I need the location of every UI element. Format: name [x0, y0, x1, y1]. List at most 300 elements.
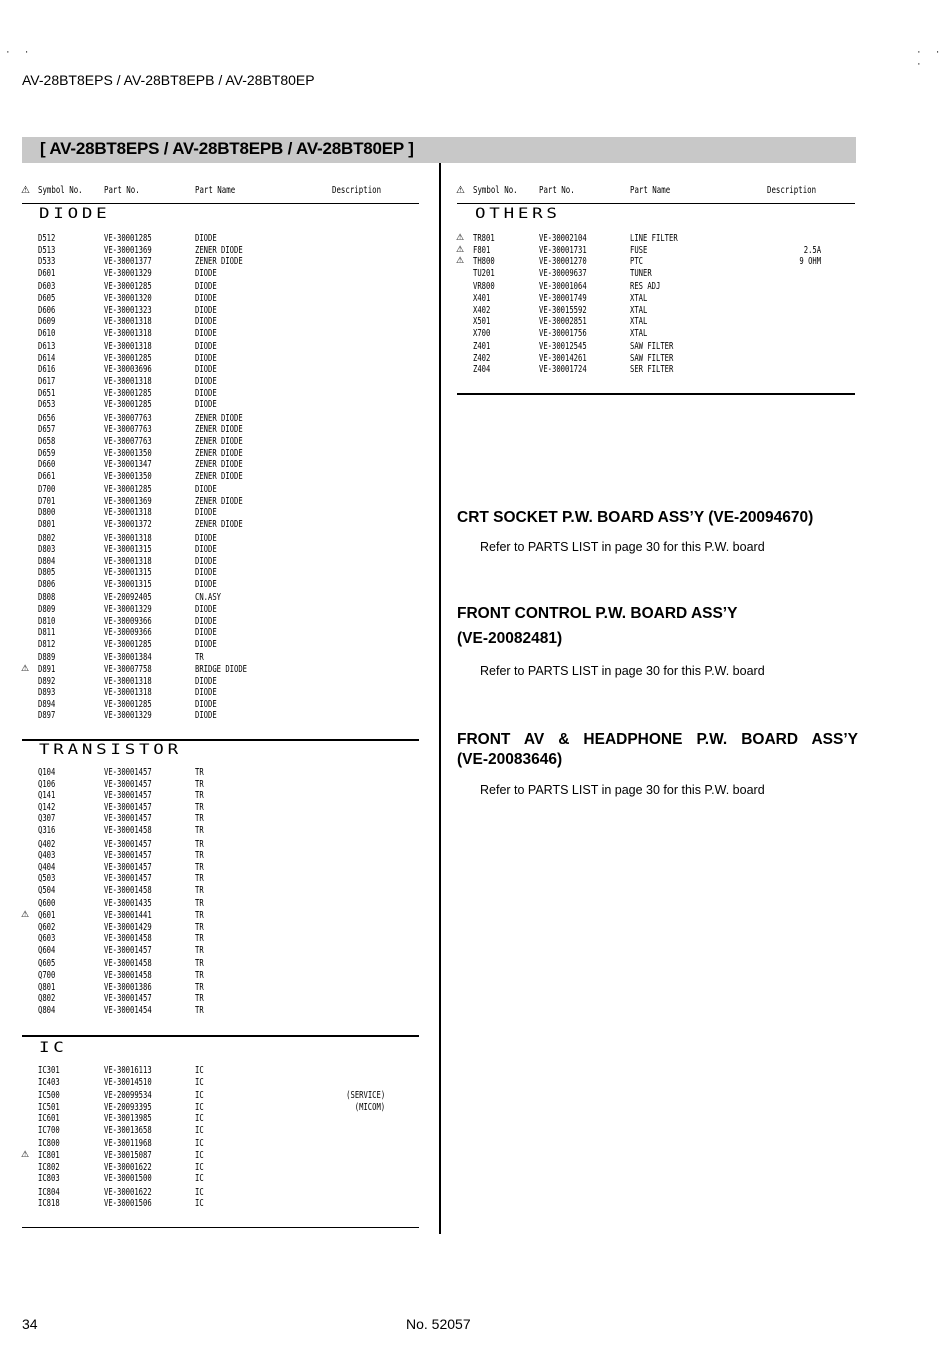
parts-row	[0, 885, 950, 897]
parts-row	[0, 376, 950, 388]
part-no: VE-30001318	[104, 687, 152, 699]
part-name: ZENER DIODE	[195, 470, 243, 482]
symbol-no: TR801	[473, 233, 495, 244]
symbol-no: IC803	[38, 1173, 60, 1185]
part-no: VE-30001457	[104, 861, 152, 873]
part-name: DIODE	[195, 567, 217, 579]
parts-row	[0, 328, 950, 340]
col-part-no: Part No.	[539, 185, 575, 196]
symbol-no: TU201	[473, 267, 495, 279]
symbol-no: Z401	[473, 341, 491, 353]
part-no: VE-30001441	[104, 910, 152, 921]
part-no: VE-30001724	[539, 364, 587, 376]
symbol-no: Z402	[473, 352, 491, 364]
col-description: Description	[332, 185, 382, 196]
symbol-no: D809	[38, 604, 56, 615]
part-no: VE-30001318	[104, 675, 152, 687]
part-no: VE-30002104	[539, 233, 587, 244]
parts-row	[0, 592, 950, 604]
part-no: VE-30014261	[539, 352, 587, 364]
part-name: DIODE	[195, 627, 217, 639]
part-name: IC	[195, 1113, 204, 1125]
symbol-no: IC801	[38, 1150, 60, 1161]
part-no: VE-30001315	[104, 544, 152, 556]
parts-row	[0, 245, 950, 257]
section-rule	[22, 739, 419, 741]
parts-row	[0, 910, 950, 922]
part-name: ZENER DIODE	[195, 424, 243, 436]
symbol-no: Q602	[38, 921, 56, 933]
part-name: IC	[195, 1198, 204, 1210]
parts-row	[0, 779, 950, 791]
safety-warning-icon: ⚠	[456, 256, 465, 267]
part-name: TR	[195, 921, 204, 933]
symbol-no: D609	[38, 316, 56, 328]
part-name: DIODE	[195, 304, 217, 316]
part-name: ZENER DIODE	[195, 412, 243, 424]
symbol-no: D810	[38, 615, 56, 627]
symbol-no: X402	[473, 304, 491, 316]
parts-row	[0, 873, 950, 885]
parts-row	[0, 364, 950, 376]
parts-row	[0, 496, 950, 508]
parts-row	[0, 268, 950, 280]
part-name: DIODE	[195, 555, 217, 567]
part-no: VE-30003696	[104, 364, 152, 376]
part-name: DIODE	[195, 507, 217, 519]
description: (MICOM)	[354, 1101, 385, 1113]
part-no: VE-30001457	[104, 944, 152, 956]
part-name: TR	[195, 981, 204, 993]
part-name: XTAL	[630, 327, 648, 339]
part-no: VE-30001320	[104, 292, 152, 304]
part-no: VE-30001454	[104, 1004, 152, 1016]
crt-socket-board-refer: Refer to PARTS LIST in page 30 for this P.W. board	[480, 540, 765, 554]
safety-warning-icon: ⚠	[21, 663, 30, 674]
part-no: VE-30001458	[104, 958, 152, 970]
part-name: SAW FILTER	[630, 352, 674, 364]
part-name: IC	[195, 1124, 204, 1136]
symbol-no: X700	[473, 327, 491, 339]
front-control-board-number: (VE-20082481)	[457, 630, 563, 647]
part-name: DIODE	[195, 484, 217, 496]
part-name: TR	[195, 933, 204, 945]
part-no: VE-30001622	[104, 1161, 152, 1173]
symbol-no: D617	[38, 376, 56, 387]
symbol-no: D700	[38, 484, 56, 496]
parts-row	[0, 1162, 950, 1174]
symbol-no: Q700	[38, 969, 56, 981]
symbol-no: D651	[38, 387, 56, 399]
parts-row	[0, 958, 950, 970]
part-no: VE-30001457	[104, 790, 152, 802]
part-name: TR	[195, 910, 204, 921]
part-no: VE-30001285	[104, 484, 152, 496]
symbol-no: Z404	[473, 364, 491, 376]
part-name: ZENER DIODE	[195, 435, 243, 447]
parts-row	[0, 305, 950, 317]
part-name: DIODE	[195, 578, 217, 590]
part-no: VE-30001318	[104, 316, 152, 328]
symbol-no: IC301	[38, 1065, 60, 1076]
corner-dots-left: · ·	[6, 46, 35, 58]
col-part-no: Part No.	[104, 185, 140, 196]
part-no: VE-30001506	[104, 1198, 152, 1210]
description: (SERVICE)	[345, 1090, 385, 1102]
parts-row	[0, 1173, 950, 1185]
part-name: TR	[195, 778, 204, 790]
part-no: VE-30001756	[539, 327, 587, 339]
symbol-no: D606	[38, 304, 56, 316]
parts-row	[0, 484, 950, 496]
part-no: VE-30001285	[104, 399, 152, 411]
parts-row	[0, 993, 950, 1005]
part-no: VE-30001458	[104, 933, 152, 945]
parts-row	[0, 471, 950, 483]
symbol-no: Q104	[38, 767, 56, 778]
parts-row	[0, 316, 950, 328]
parts-row	[0, 556, 950, 568]
symbol-no: F801	[473, 244, 491, 256]
parts-row	[0, 945, 950, 957]
symbol-no: D656	[38, 412, 56, 424]
part-name: TR	[195, 958, 204, 970]
part-name: RES ADJ	[630, 281, 661, 293]
part-name: ZENER DIODE	[195, 459, 243, 471]
symbol-no: D653	[38, 399, 56, 411]
part-no: VE-30009366	[104, 615, 152, 627]
part-no: VE-30001285	[104, 387, 152, 399]
parts-row	[0, 710, 950, 722]
parts-row	[0, 533, 950, 545]
part-name: LINE FILTER	[630, 233, 678, 244]
part-no: VE-30001285	[104, 352, 152, 364]
part-no: VE-30001318	[104, 555, 152, 567]
parts-row	[0, 790, 950, 802]
part-no: VE-30001350	[104, 447, 152, 459]
symbol-no: VR800	[473, 281, 495, 293]
parts-row	[0, 862, 950, 874]
col-symbol-no: Symbol No.	[473, 185, 518, 196]
part-name: CN.ASY	[195, 592, 222, 604]
part-no: VE-30001386	[104, 981, 152, 993]
part-name: ZENER DIODE	[195, 519, 243, 530]
part-name: TR	[195, 813, 204, 825]
part-name: XTAL	[630, 292, 648, 304]
symbol-no: D892	[38, 675, 56, 687]
symbol-no: D801	[38, 519, 56, 530]
parts-row	[0, 1125, 950, 1137]
part-no: VE-30013658	[104, 1124, 152, 1136]
front-av-board-number: (VE-20083646)	[457, 751, 563, 768]
part-no: VE-30001457	[104, 838, 152, 850]
part-no: VE-30001458	[104, 825, 152, 836]
symbol-no: D805	[38, 567, 56, 579]
part-no: VE-30012545	[539, 341, 587, 353]
part-name: IC	[195, 1076, 204, 1088]
front-av-board-refer: Refer to PARTS LIST in page 30 for this P.W. board	[480, 783, 765, 797]
front-control-board-title: FRONT CONTROL P.W. BOARD ASS’Y	[457, 605, 738, 622]
part-name: IC	[195, 1161, 204, 1173]
header-rule	[22, 203, 419, 204]
part-no: VE-30001457	[104, 993, 152, 1005]
symbol-no: D811	[38, 627, 56, 639]
part-no: VE-30001318	[104, 327, 152, 339]
part-no: VE-30007763	[104, 412, 152, 424]
crt-socket-board-title: CRT SOCKET P.W. BOARD ASS’Y (VE-20094670)	[457, 509, 814, 526]
part-name: TUNER	[630, 267, 652, 279]
parts-row	[0, 839, 950, 851]
part-no: VE-30001369	[104, 244, 152, 256]
symbol-no: D659	[38, 447, 56, 459]
symbol-no: D802	[38, 532, 56, 544]
symbol-no: D616	[38, 364, 56, 376]
symbol-no: Q802	[38, 993, 56, 1005]
part-no: VE-30001500	[104, 1173, 152, 1185]
part-no: VE-30011968	[104, 1138, 152, 1150]
symbol-no: D803	[38, 544, 56, 556]
part-name: IC	[195, 1150, 204, 1161]
symbol-no: D512	[38, 233, 56, 244]
part-no: VE-30001384	[104, 652, 152, 664]
part-name: DIODE	[195, 387, 217, 399]
description: 9 OHM	[799, 256, 821, 268]
parts-row	[0, 1198, 950, 1210]
page-number: 34	[22, 1316, 38, 1332]
bottom-rule	[22, 1227, 419, 1228]
part-no: VE-30001457	[104, 801, 152, 813]
document-number: No. 52057	[406, 1316, 471, 1332]
part-name: DIODE	[195, 267, 217, 279]
col-part-name: Part Name	[195, 185, 236, 196]
part-no: VE-30007763	[104, 435, 152, 447]
symbol-no: D660	[38, 459, 56, 471]
parts-row	[0, 1150, 950, 1162]
part-name: DIODE	[195, 233, 217, 244]
symbol-no: D605	[38, 292, 56, 304]
part-no: VE-30001285	[104, 281, 152, 293]
part-name: TR	[195, 825, 204, 836]
symbol-no: D661	[38, 470, 56, 482]
part-name: DIODE	[195, 327, 217, 339]
section-title-ic: IC	[39, 1040, 68, 1056]
part-name: IC	[195, 1186, 204, 1198]
symbol-no: D897	[38, 710, 56, 722]
symbol-no: D894	[38, 698, 56, 710]
part-no: VE-30001429	[104, 921, 152, 933]
parts-row	[0, 436, 950, 448]
parts-row	[0, 652, 950, 664]
safety-warning-icon: ⚠	[21, 1150, 30, 1160]
section-rule	[457, 393, 855, 395]
symbol-no: D812	[38, 638, 56, 650]
part-name: DIODE	[195, 698, 217, 710]
col-part-name: Part Name	[630, 185, 671, 196]
parts-row	[0, 281, 950, 293]
part-no: VE-20092405	[104, 592, 152, 604]
symbol-no: Q801	[38, 981, 56, 993]
symbol-no: Q402	[38, 838, 56, 850]
part-no: VE-30001372	[104, 519, 152, 530]
parts-row	[0, 933, 950, 945]
part-name: TR	[195, 801, 204, 813]
part-name: DIODE	[195, 675, 217, 687]
parts-row	[0, 664, 950, 676]
part-name: DIODE	[195, 710, 217, 722]
part-no: VE-30001749	[539, 292, 587, 304]
part-no: VE-30001622	[104, 1186, 152, 1198]
col-symbol-no: Symbol No.	[38, 185, 83, 196]
part-name: TR	[195, 993, 204, 1005]
parts-row	[0, 813, 950, 825]
symbol-no: Q404	[38, 861, 56, 873]
parts-row	[0, 424, 950, 436]
parts-row	[0, 1065, 950, 1077]
parts-row	[0, 1102, 950, 1114]
part-name: DIODE	[195, 352, 217, 364]
safety-warning-icon: ⚠	[456, 185, 465, 196]
symbol-no: D513	[38, 244, 56, 256]
part-name: ZENER DIODE	[195, 244, 243, 256]
parts-row	[0, 567, 950, 579]
front-control-board-refer: Refer to PARTS LIST in page 30 for this P.W. board	[480, 664, 765, 678]
part-no: VE-30001329	[104, 267, 152, 279]
parts-row	[0, 676, 950, 688]
col-description: Description	[767, 185, 817, 196]
symbol-no: Q603	[38, 933, 56, 945]
symbol-no: D891	[38, 663, 56, 675]
parts-row	[0, 1113, 950, 1125]
part-name: FUSE	[630, 244, 648, 256]
part-name: TR	[195, 790, 204, 802]
part-no: VE-30001318	[104, 507, 152, 519]
part-no: VE-30001457	[104, 873, 152, 885]
symbol-no: IC818	[38, 1198, 60, 1210]
parts-row	[0, 1005, 950, 1017]
part-name: DIODE	[195, 638, 217, 650]
part-no: VE-30001329	[104, 604, 152, 615]
part-no: VE-30001435	[104, 898, 152, 910]
part-no: VE-30001369	[104, 495, 152, 507]
safety-warning-icon: ⚠	[456, 244, 465, 255]
part-no: VE-30001347	[104, 459, 152, 471]
symbol-no: D657	[38, 424, 56, 436]
part-no: VE-30001064	[539, 281, 587, 293]
symbol-no: Q141	[38, 790, 56, 802]
symbol-no: X501	[473, 316, 491, 328]
symbol-no: IC802	[38, 1161, 60, 1173]
symbol-no: Q106	[38, 778, 56, 790]
part-name: DIODE	[195, 615, 217, 627]
part-name: ZENER DIODE	[195, 495, 243, 507]
symbol-no: IC601	[38, 1113, 60, 1125]
section-title-diode: DIODE	[39, 206, 111, 222]
symbol-no: IC501	[38, 1101, 60, 1113]
part-no: VE-30001285	[104, 233, 152, 244]
part-no: VE-30015087	[104, 1150, 152, 1161]
parts-row	[0, 850, 950, 862]
part-no: VE-30001458	[104, 969, 152, 981]
part-name: TR	[195, 873, 204, 885]
symbol-no: Q604	[38, 944, 56, 956]
part-name: DIODE	[195, 281, 217, 293]
parts-row	[0, 233, 950, 245]
parts-row	[0, 256, 950, 268]
part-no: VE-30001315	[104, 567, 152, 579]
parts-row	[0, 922, 950, 934]
symbol-no: Q403	[38, 850, 56, 862]
symbol-no: D808	[38, 592, 56, 604]
parts-row	[0, 1077, 950, 1089]
part-name: TR	[195, 850, 204, 862]
parts-row	[0, 687, 950, 699]
symbol-no: Q804	[38, 1004, 56, 1016]
part-name: IC	[195, 1138, 204, 1150]
part-no: VE-30001457	[104, 850, 152, 862]
part-name: IC	[195, 1090, 204, 1102]
symbol-no: D658	[38, 435, 56, 447]
part-no: VE-30001318	[104, 376, 152, 387]
parts-row	[0, 448, 950, 460]
part-no: VE-30007763	[104, 424, 152, 436]
part-no: VE-30009637	[539, 267, 587, 279]
part-name: TR	[195, 898, 204, 910]
part-no: VE-30001458	[104, 884, 152, 896]
front-av-board-title: FRONT AV & HEADPHONE P.W. BOARD ASS’Y	[457, 731, 858, 748]
symbol-no: X401	[473, 292, 491, 304]
part-no: VE-30001350	[104, 470, 152, 482]
model-banner	[22, 137, 856, 163]
symbol-no: IC800	[38, 1138, 60, 1150]
parts-row	[0, 1187, 950, 1199]
parts-row	[0, 802, 950, 814]
part-no: VE-30001457	[104, 778, 152, 790]
part-no: VE-30001270	[539, 256, 587, 268]
part-name: SER FILTER	[630, 364, 674, 376]
safety-warning-icon: ⚠	[456, 233, 465, 243]
model-header: AV-28BT8EPS / AV-28BT8EPB / AV-28BT80EP	[22, 72, 315, 88]
parts-row	[0, 353, 950, 365]
part-no: VE-30001323	[104, 304, 152, 316]
parts-row	[0, 413, 950, 425]
part-name: DIODE	[195, 399, 217, 411]
symbol-no: Q307	[38, 813, 56, 825]
symbol-no: D533	[38, 256, 56, 268]
symbol-no: D614	[38, 352, 56, 364]
parts-row	[0, 293, 950, 305]
parts-row	[0, 459, 950, 471]
part-name: DIODE	[195, 604, 217, 615]
symbol-no: IC403	[38, 1076, 60, 1088]
part-name: DIODE	[195, 544, 217, 556]
part-no: VE-30001377	[104, 256, 152, 268]
part-name: SAW FILTER	[630, 341, 674, 353]
symbol-no: D613	[38, 341, 56, 353]
part-name: XTAL	[630, 316, 648, 328]
part-name: TR	[195, 884, 204, 896]
parts-row	[0, 982, 950, 994]
symbol-no: TH800	[473, 256, 495, 268]
symbol-no: D601	[38, 267, 56, 279]
part-name: DIODE	[195, 364, 217, 376]
part-name: DIODE	[195, 341, 217, 353]
part-no: VE-30001285	[104, 638, 152, 650]
part-name: XTAL	[630, 304, 648, 316]
safety-warning-icon: ⚠	[21, 910, 30, 920]
symbol-no: D800	[38, 507, 56, 519]
parts-row	[0, 898, 950, 910]
part-name: TR	[195, 969, 204, 981]
